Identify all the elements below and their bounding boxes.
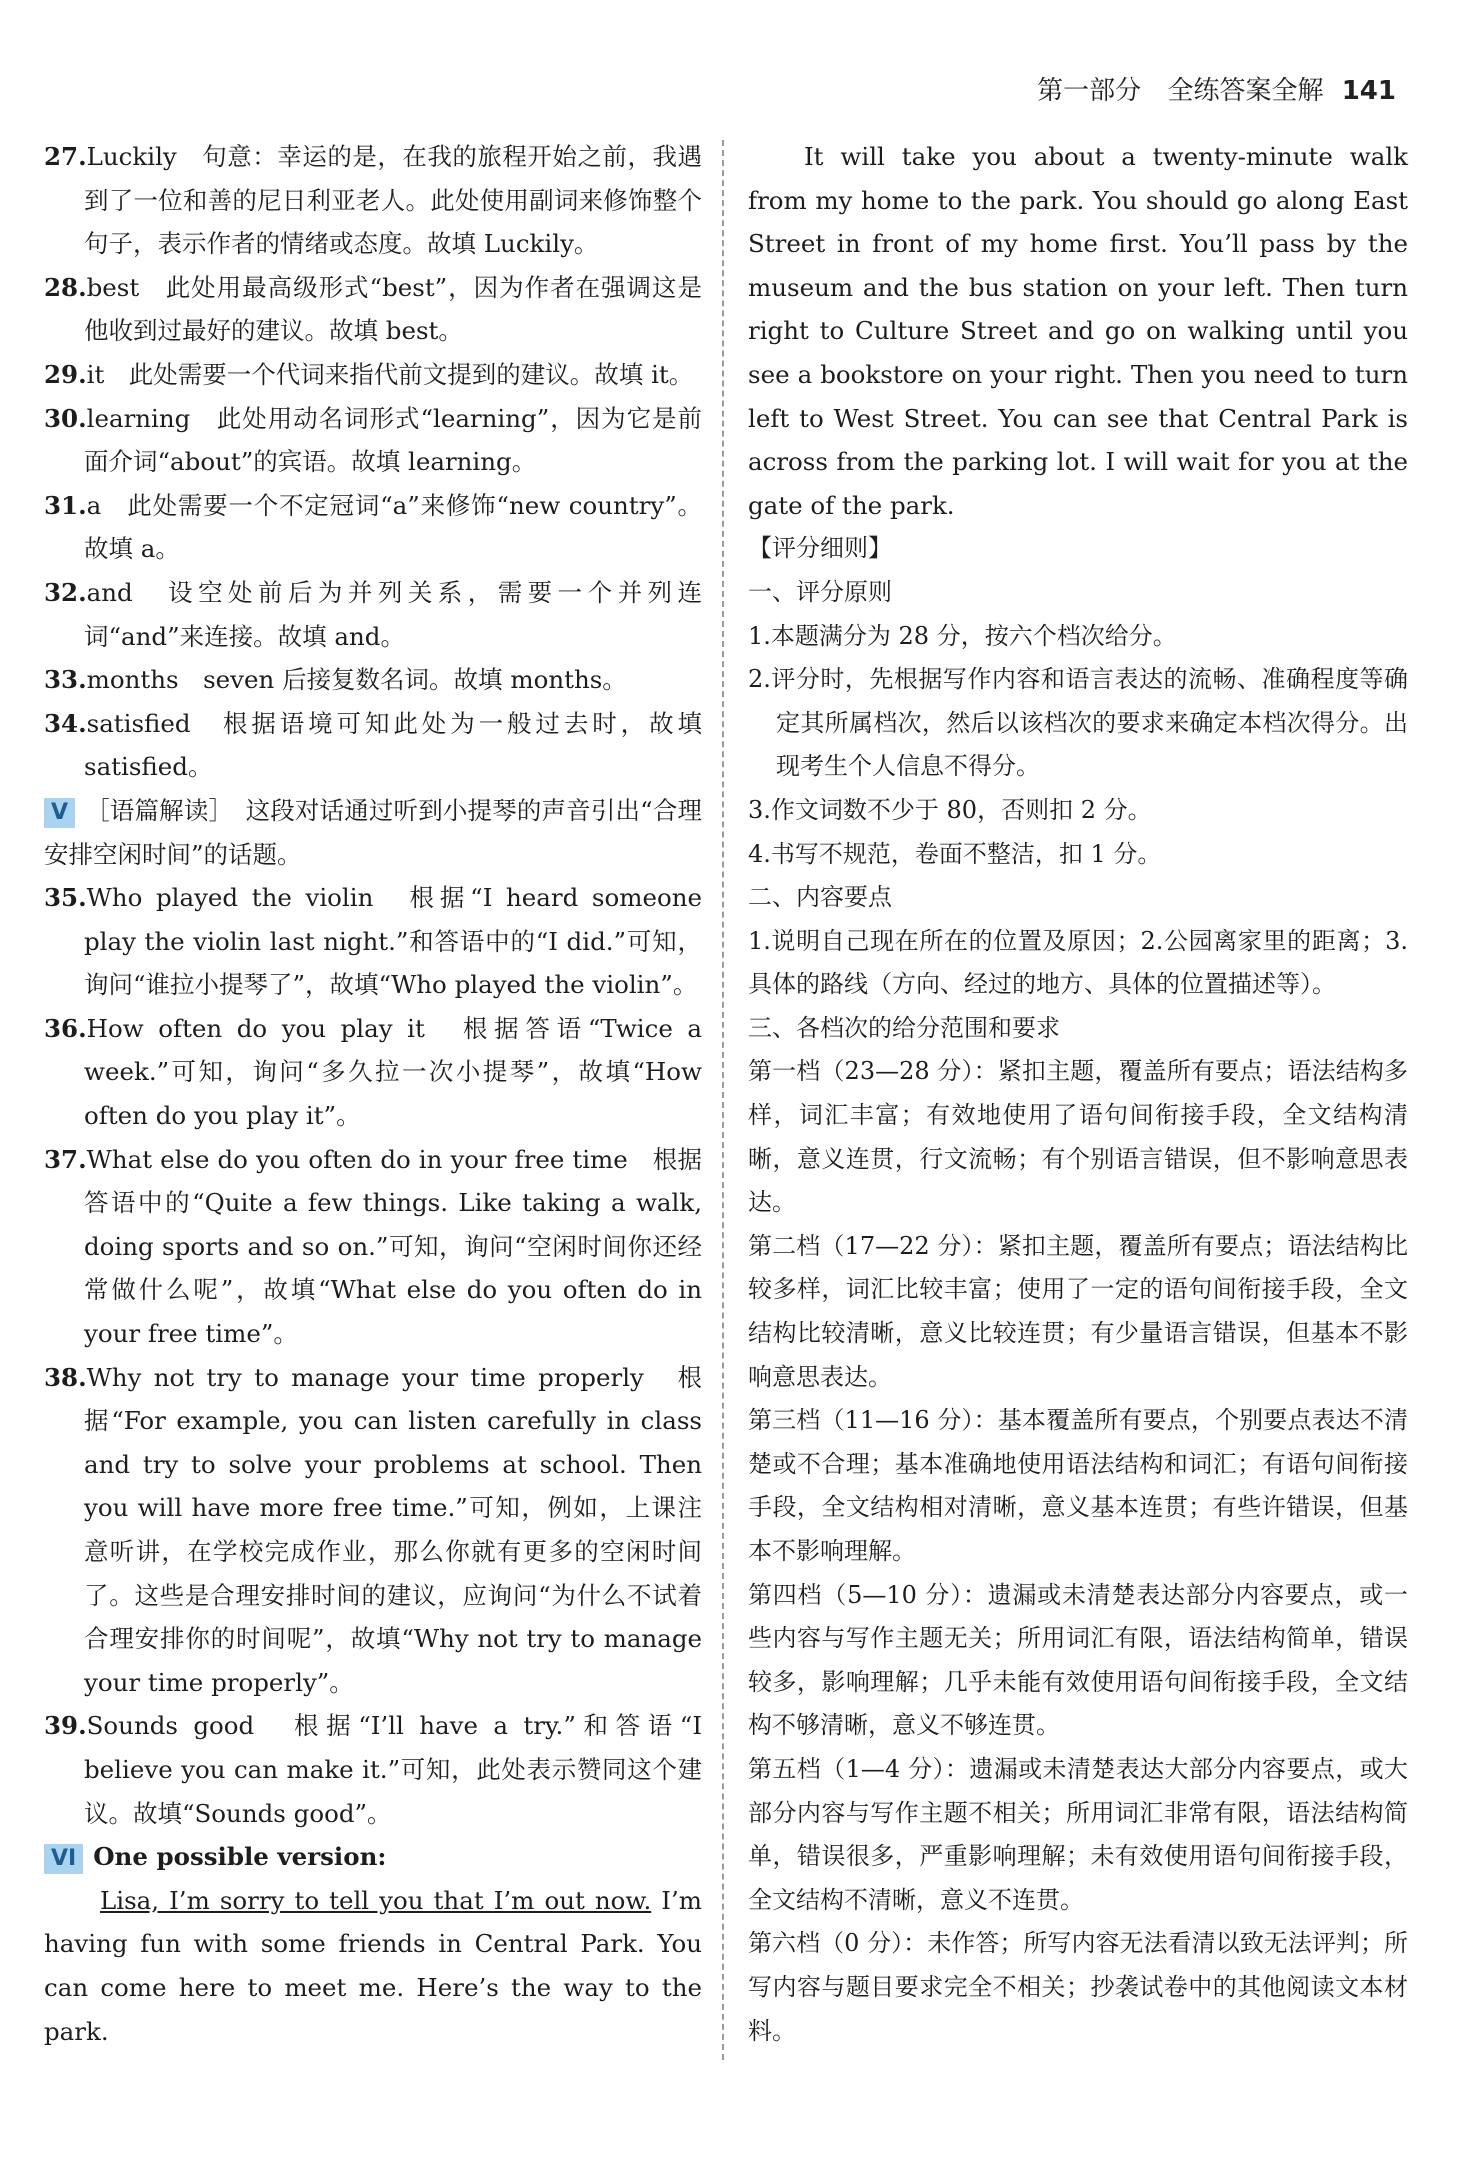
item-text: Why not try to manage your time properly 根据“For example, you can listen carefully in class and try to solve your problems at school. Then you will have more free time.”可知，例如，上课注意听讲，在学校完成作业，那么你就有更多的空闲时间了。这些是合理安排时间的建议，应询问“为什么不试着合理安排你的时间呢”，故填“Why not try to manage your time properly”。: [84, 1362, 702, 1697]
right-column: [748, 135, 1408, 2053]
principle-item: 1.本题满分为 28 分，按六个档次给分。: [748, 621, 1177, 650]
answer-item: [44, 266, 702, 353]
principles-heading: 一、评分原则: [748, 577, 892, 606]
answer-item: [44, 1007, 702, 1138]
content-points: 1.说明自己现在所在的位置及原因；2.公园离家里的距离；3.具体的路线（方向、经过的地方、具体的位置描述等）。: [748, 926, 1408, 999]
answer-item: [44, 1138, 702, 1356]
item-text: What else do you often do in your free time 根据答语中的“Quite a few things. Like taking a walk, doing sports and so on.”可知，询问“空闲时间你还经常做什么呢”，故填“What else do you often do in your free time”。: [84, 1144, 702, 1349]
principle-item: 2.评分时，先根据写作内容和语言表达的流畅、准确程度等确定其所属档次，然后以该档次的要求来确定本档次得分。出现考生个人信息不得分。: [748, 665, 1408, 781]
item-text: satisfied 根据语境可知此处为一般过去时，故填 satisfied。: [84, 708, 702, 782]
item-number: 31.: [44, 490, 87, 520]
scoring-title: 【评分细则】: [748, 534, 892, 563]
section-badge: VI: [44, 1844, 83, 1874]
content-heading: 二、内容要点: [748, 883, 892, 912]
item-number: 34.: [44, 708, 87, 738]
level-item: 第六档（0 分）：未作答；所写内容无法看清以致无法评判；所写内容与题目要求完全不相关；抄袭试卷中的其他阅读文本材料。: [748, 1929, 1408, 2045]
page-header: [1037, 70, 1396, 107]
answer-item: [44, 876, 702, 1007]
item-number: 29.: [44, 359, 87, 389]
page-number: 141: [1341, 76, 1396, 106]
level-item: 第三档（11—16 分）：基本覆盖所有要点，个别要点表达不清楚或不合理；基本准确地使用语法结构和词汇；有语句间衔接手段，全文结构相对清晰，意义基本连贯；有些许错误，但基本不影响理解。: [748, 1406, 1408, 1565]
principle-item: 3.作文词数不少于 80，否则扣 2 分。: [748, 795, 1152, 824]
item-number: 35.: [44, 883, 87, 913]
left-column: [44, 135, 702, 2053]
answer-item: [44, 484, 702, 571]
header-title: 全练答案全解: [1167, 76, 1324, 106]
item-text: Luckily 句意：幸运的是，在我的旅程开始之前，我遇到了一位和善的尼日利亚老人。此处使用副词来修饰整个句子，表示作者的情绪或态度。故填 Luckily。: [84, 142, 702, 259]
level-item: 第二档（17—22 分）：紧扣主题，覆盖所有要点；语法结构比较多样，词汇比较丰富；使用了一定的语句间衔接手段，全文结构比较清晰，意义比较连贯；有少量语言错误，但基本不影响意思表达。: [748, 1231, 1408, 1391]
essay-paragraph-1: [44, 1879, 702, 2053]
item-number: 27.: [44, 142, 87, 171]
item-number: 37.: [44, 1144, 87, 1174]
answer-item: [44, 1704, 702, 1835]
item-number: 33.: [44, 665, 87, 695]
level-item: 第一档（23—28 分）：紧扣主题，覆盖所有要点；语法结构多样，词汇丰富；有效地使用了语句间衔接手段，全文结构清晰，意义连贯，行文流畅；有个别语言错误，但不影响意思表达。: [748, 1057, 1408, 1217]
item-text: best 此处用最高级形式“best”，因为作者在强调这是他收到过最好的建议。故填 best。: [84, 272, 702, 346]
item-text: How often do you play it 根据答语“Twice a week.”可知，询问“多久拉一次小提琴”，故填“How often do you play it”。: [84, 1013, 702, 1131]
item-number: 32.: [44, 577, 87, 607]
column-divider: [722, 140, 724, 2060]
version-title: One possible version:: [93, 1842, 387, 1872]
section-vi-title: [44, 1835, 702, 1879]
item-text: a 此处需要一个不定冠词“a”来修饰“new country”。故填 a。: [84, 490, 702, 564]
section-badge: V: [44, 798, 75, 828]
section-v-text: ［语篇解读］ 这段对话通过听到小提琴的声音引出“合理安排空闲时间”的话题。: [44, 795, 702, 869]
principle-item: 4.书写不规范，卷面不整洁，扣 1 分。: [748, 839, 1162, 868]
essay-rest: I’m having fun with some friends in Central Park. You can come here to meet me. Here’s the way to the park.: [44, 1885, 702, 2046]
section-v-intro: [44, 789, 702, 876]
item-text: learning 此处用动名词形式“learning”，因为它是前面介词“about”的宾语。故填 learning。: [84, 403, 702, 477]
item-number: 36.: [44, 1013, 87, 1043]
item-text: and 设空处前后为并列关系，需要一个并列连词“and”来连接。故填 and。: [84, 577, 702, 651]
answer-item: [44, 135, 702, 266]
item-number: 39.: [44, 1711, 87, 1741]
item-text: it 此处需要一个代词来指代前文提到的建议。故填 it。: [86, 359, 694, 389]
essay-paragraph-2: It will take you about a twenty-minute walk from my home to the park. You should go along East Street in front of my home first. You’ll pass by the museum and the bus station on your left. Then turn right to Culture Street and go on walking until you see a bookstore on your right. Then you need to turn left to West Street. You can see that Central Park is across from the parking lot. I will wait for you at the gate of the park.: [748, 142, 1408, 520]
level-item: 第五档（1—4 分）：遗漏或未清楚表达大部分内容要点，或大部分内容与写作主题不相关；所用词汇非常有限，语法结构简单，错误很多，严重影响理解；未有效使用语句间衔接手段，全文结构不清晰，意义不连贯。: [748, 1754, 1408, 1914]
answer-item: [44, 702, 702, 789]
level-item: 第四档（5—10 分）：遗漏或未清楚表达部分内容要点，或一些内容与写作主题无关；所用词汇有限，语法结构简单，错误较多，影响理解；几乎未能有效使用语句间衔接手段，全文结构不够清晰，意义不够连贯。: [748, 1580, 1408, 1740]
answer-item: [44, 571, 702, 658]
answer-item: [44, 1356, 702, 1705]
levels-heading: 三、各档次的给分范围和要求: [748, 1013, 1060, 1042]
essay-underlined: Lisa, I’m sorry to tell you that I’m out now.: [100, 1885, 652, 1915]
item-number: 38.: [44, 1362, 87, 1392]
item-text: Sounds good 根据“I’ll have a try.”和答语“I believe you can make it.”可知，此处表示赞同这个建议。故填“Sounds good”。: [84, 1711, 702, 1828]
answer-item: [44, 397, 702, 484]
item-number: 28.: [44, 272, 87, 302]
item-number: 30.: [44, 403, 87, 433]
item-text: months seven 后接复数名词。故填 months。: [86, 665, 627, 695]
answer-item: [44, 658, 702, 702]
answer-item: [44, 353, 702, 397]
item-text: Who played the violin 根据“I heard someone play the violin last night.”和答语中的“I did.”可知，询问“谁拉小提琴了”，故填“Who played the violin”。: [84, 883, 702, 1000]
header-part: 第一部分: [1037, 76, 1142, 106]
